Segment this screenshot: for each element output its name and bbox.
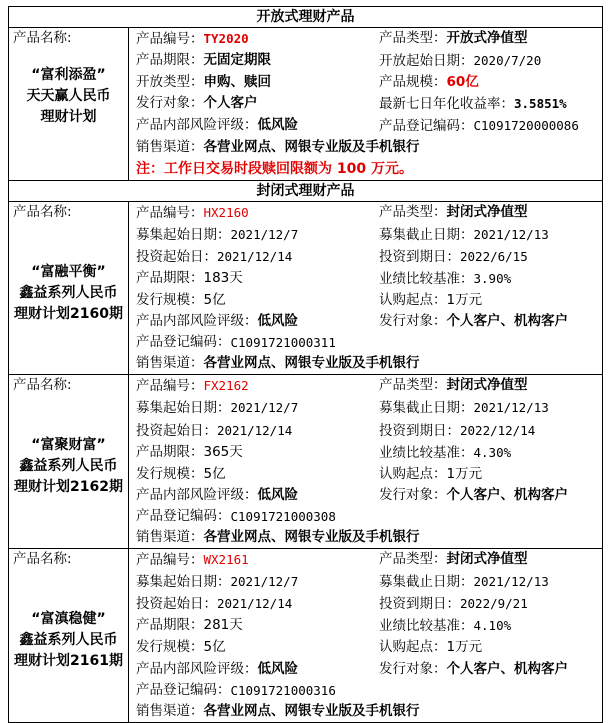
product-name-line1: “富滇稳健”	[31, 611, 106, 628]
product-type: 封闭式净值型	[446, 203, 528, 220]
min-subscription: 1万元	[446, 291, 483, 308]
info-row	[136, 637, 602, 658]
info-row	[136, 571, 602, 593]
open-product-name-cell	[9, 28, 129, 181]
field-label: 认购起点：	[379, 291, 447, 308]
info-row	[136, 115, 602, 137]
field-label: 产品期限：	[136, 617, 204, 634]
field-label: 产品登记编码：	[379, 118, 474, 135]
field-label: 发行对象：	[136, 95, 204, 112]
product-name-line2: 天天赢人民币	[26, 88, 111, 104]
product-document	[8, 6, 602, 723]
field-label: 产品类型：	[379, 551, 447, 568]
raise-start-date: 2021/12/7	[230, 574, 299, 590]
sales-channel: 各营业网点、网银专业版及手机银行	[203, 702, 420, 719]
field-label: 产品编号：	[136, 204, 204, 221]
raise-end-date: 2021/12/13	[473, 400, 549, 416]
issue-target: 个人客户	[203, 95, 258, 112]
info-row	[136, 332, 602, 353]
invest-start-date: 2021/12/14	[217, 596, 293, 612]
info-row	[136, 464, 602, 485]
product-term: 无固定期限	[203, 52, 271, 69]
field-label: 产品内部风险评级：	[136, 660, 258, 677]
closed-section-header-row	[9, 180, 603, 201]
info-row	[136, 506, 602, 527]
info-row	[136, 615, 602, 637]
field-label: 产品内部风险评级：	[136, 313, 258, 330]
product-code: FX2162	[203, 378, 249, 394]
closed-product-name	[13, 609, 124, 672]
min-subscription: 1万元	[446, 465, 483, 482]
field-label: 产品期限：	[136, 269, 204, 286]
field-label: 发行对象：	[379, 660, 447, 677]
open-type: 申购、赎回	[203, 74, 271, 91]
field-label: 投资起始日：	[136, 248, 217, 265]
field-label: 业绩比较基准：	[379, 618, 474, 635]
field-label: 业绩比较基准：	[379, 444, 474, 461]
raise-end-date: 2021/12/13	[473, 226, 549, 242]
product-term: 365天	[203, 443, 243, 460]
field-label: 最新七日年化收益率：	[379, 96, 514, 113]
field-label: 发行对象：	[379, 313, 447, 330]
field-label: 销售渠道：	[136, 528, 204, 545]
info-row	[136, 375, 602, 397]
risk-rating: 低风险	[257, 486, 298, 503]
issue-target: 个人客户、机构客户	[446, 313, 568, 330]
open-section-header: 开放式理财产品	[9, 7, 603, 28]
info-row	[136, 442, 602, 464]
field-label: 产品内部风险评级：	[136, 486, 258, 503]
product-term: 281天	[203, 617, 243, 634]
field-label: 产品期限：	[136, 52, 204, 69]
issue-target: 个人客户、机构客户	[446, 486, 568, 503]
field-label: 发行规模：	[136, 291, 204, 308]
field-label: 募集起始日期：	[136, 226, 231, 243]
product-name-line3: 理财计划2162期	[14, 479, 123, 496]
field-label: 募集截止日期：	[379, 400, 474, 417]
closed-product-name	[13, 435, 124, 498]
benchmark: 4.10%	[473, 618, 512, 634]
closed-product-row	[9, 201, 603, 375]
field-label: 产品编号：	[136, 31, 204, 47]
field-label: 产品登记编码：	[136, 507, 231, 524]
info-row	[136, 93, 602, 115]
product-name-line2: 鑫益系列人民币	[19, 632, 118, 649]
product-name-label: 产品名称:	[13, 377, 72, 394]
field-label: 销售渠道：	[136, 355, 204, 372]
info-row	[136, 593, 602, 615]
registration-code: C1091720000086	[473, 118, 579, 134]
info-row	[136, 224, 602, 246]
product-name-label: 产品名称:	[13, 30, 72, 46]
product-code: HX2160	[203, 204, 249, 220]
product-name-line1: “富融平衡”	[31, 263, 106, 280]
product-name-line1: “富利添盈”	[31, 67, 106, 83]
product-term: 183天	[203, 269, 243, 286]
closed-product-info	[129, 201, 603, 375]
closed-section-header: 封闭式理财产品	[9, 180, 603, 201]
field-label: 认购起点：	[379, 465, 447, 482]
product-name-label: 产品名称:	[13, 551, 72, 568]
field-label: 业绩比较基准：	[379, 270, 474, 287]
sales-channel: 各营业网点、网银专业版及手机银行	[203, 528, 420, 545]
product-code: WX2161	[203, 552, 249, 568]
product-name-line1: “富聚财富”	[31, 437, 106, 454]
field-label: 募集起始日期：	[136, 400, 231, 417]
min-subscription: 1万元	[446, 639, 483, 656]
info-row	[136, 701, 602, 722]
info-row	[136, 311, 602, 332]
field-label: 募集截止日期：	[379, 226, 474, 243]
info-row	[136, 28, 602, 50]
invest-end-date: 2022/6/15	[460, 248, 528, 264]
field-label: 投资起始日：	[136, 596, 217, 613]
raise-end-date: 2021/12/13	[473, 574, 549, 590]
field-label: 产品类型：	[379, 30, 447, 46]
invest-end-date: 2022/9/21	[460, 596, 528, 612]
info-row	[136, 246, 602, 268]
issue-scale: 5亿	[203, 291, 226, 308]
invest-end-date: 2022/12/14	[460, 422, 536, 438]
info-row	[136, 485, 602, 506]
product-type: 封闭式净值型	[446, 551, 528, 568]
benchmark: 4.30%	[473, 444, 512, 460]
benchmark: 3.90%	[473, 270, 512, 286]
info-row	[136, 420, 602, 442]
info-row	[136, 268, 602, 290]
field-label: 产品规模：	[379, 74, 447, 91]
field-label: 投资到期日：	[379, 596, 460, 613]
product-name-line3: 理财计划2161期	[14, 653, 123, 670]
open-start-date: 2020/7/20	[473, 53, 542, 69]
closed-product-name-cell	[9, 201, 129, 375]
field-label: 投资到期日：	[379, 422, 460, 439]
open-product-name	[13, 65, 124, 128]
product-scale: 60亿	[446, 74, 479, 91]
sales-channel: 各营业网点、网银专业版及手机银行	[203, 355, 420, 372]
info-row	[136, 202, 602, 224]
closed-product-row	[9, 549, 603, 723]
field-label: 开放起始日期：	[379, 53, 474, 70]
issue-scale: 5亿	[203, 639, 226, 656]
risk-rating: 低风险	[257, 313, 298, 330]
info-row	[136, 353, 602, 374]
invest-start-date: 2021/12/14	[217, 248, 293, 264]
open-section-header-row	[9, 7, 603, 28]
field-label: 发行对象：	[379, 486, 447, 503]
field-label: 投资起始日：	[136, 422, 217, 439]
closed-product-name-cell	[9, 375, 129, 549]
open-product-info	[129, 28, 603, 181]
open-product-row	[9, 28, 603, 181]
product-type: 开放式净值型	[446, 30, 528, 46]
info-row	[136, 549, 602, 571]
product-name-line2: 鑫益系列人民币	[19, 458, 118, 475]
info-row	[136, 290, 602, 311]
sales-channel: 各营业网点、网银专业版及手机银行	[203, 139, 420, 156]
closed-product-row	[9, 375, 603, 549]
raise-start-date: 2021/12/7	[230, 226, 299, 242]
info-row	[136, 50, 602, 72]
field-label: 发行规模：	[136, 465, 204, 482]
field-label: 募集起始日期：	[136, 574, 231, 591]
field-label: 投资到期日：	[379, 248, 460, 265]
info-row	[136, 72, 602, 93]
registration-code: C1091721000311	[230, 335, 336, 351]
field-label: 产品类型：	[379, 203, 447, 220]
field-label: 认购起点：	[379, 639, 447, 656]
info-row	[136, 397, 602, 419]
field-label: 销售渠道：	[136, 702, 204, 719]
field-label: 产品期限：	[136, 443, 204, 460]
invest-start-date: 2021/12/14	[217, 422, 293, 438]
risk-rating: 低风险	[257, 660, 298, 677]
product-name-line3: 理财计划	[40, 109, 97, 125]
product-code: TY2020	[203, 31, 249, 46]
field-label: 募集截止日期：	[379, 574, 474, 591]
field-label: 开放类型：	[136, 74, 204, 91]
field-label: 发行规模：	[136, 639, 204, 656]
info-row	[136, 680, 602, 701]
raise-start-date: 2021/12/7	[230, 400, 299, 416]
product-name-label: 产品名称:	[13, 203, 72, 220]
products-table	[8, 6, 603, 723]
product-name-line2: 鑫益系列人民币	[19, 284, 118, 301]
seven-day-yield: 3.5851%	[514, 96, 567, 112]
field-label: 产品类型：	[379, 377, 447, 394]
closed-product-info	[129, 549, 603, 723]
info-row	[136, 659, 602, 680]
closed-product-info	[129, 375, 603, 549]
closed-product-name	[13, 262, 124, 325]
product-type: 封闭式净值型	[446, 377, 528, 394]
field-label: 产品登记编码：	[136, 334, 231, 351]
issue-scale: 5亿	[203, 465, 226, 482]
field-label: 产品内部风险评级：	[136, 117, 258, 134]
redemption-note: 注：工作日交易时段赎回限额为 100 万元。	[136, 160, 413, 177]
field-label: 销售渠道：	[136, 139, 204, 156]
risk-rating: 低风险	[257, 117, 298, 134]
field-label: 产品编号：	[136, 378, 204, 395]
product-name-line3: 理财计划2160期	[14, 305, 123, 322]
info-row	[136, 137, 602, 158]
closed-product-name-cell	[9, 549, 129, 723]
registration-code: C1091721000316	[230, 682, 336, 698]
issue-target: 个人客户、机构客户	[446, 660, 568, 677]
info-row	[136, 527, 602, 548]
field-label: 产品编号：	[136, 552, 204, 569]
field-label: 产品登记编码：	[136, 681, 231, 698]
registration-code: C1091721000308	[230, 508, 336, 524]
